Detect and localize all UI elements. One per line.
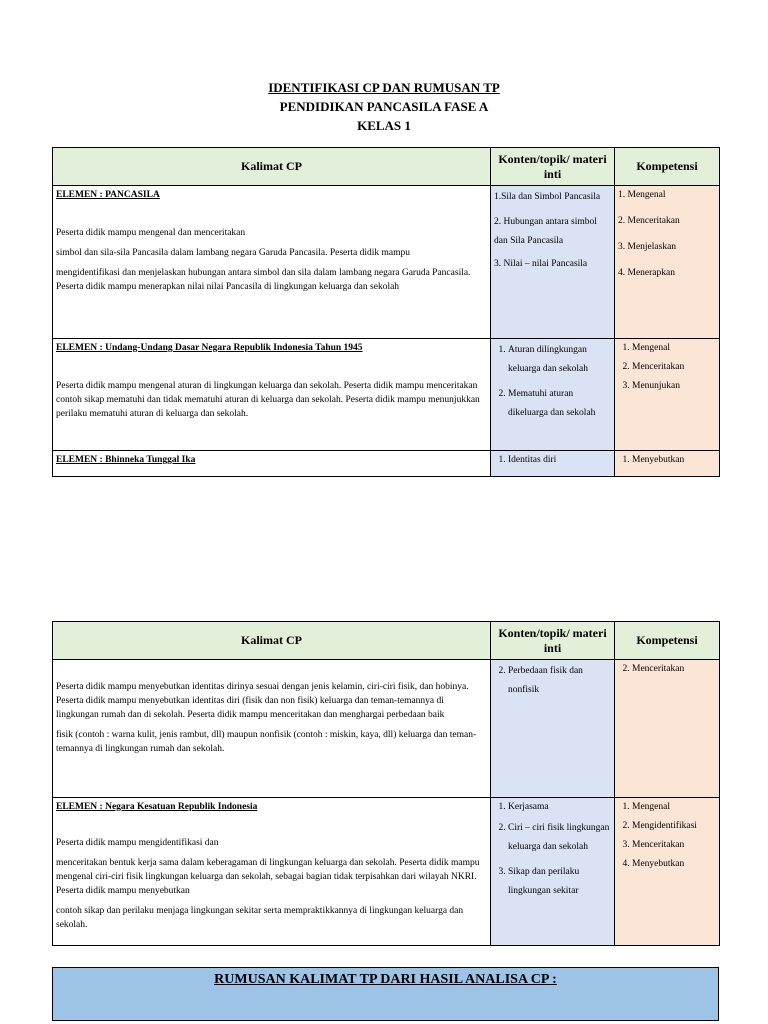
konten-cell [491,451,615,477]
document-header [0,78,768,135]
table-row [53,339,720,451]
kompetensi-item: 1. Mengenal [632,341,716,355]
kompetensi-cell [615,660,720,798]
tp-heading-text: RUMUSAN KALIMAT TP DARI HASIL ANALISA CP : [214,972,557,987]
konten-item: 3. Sikap dan perilaku lingkungan sekitar [508,863,611,901]
cp-paragraph: Peserta didik mampu mengenal aturan di lingkungan keluarga dan sekolah. Peserta didik mampu menceritakan contoh sikap mematuhi dan tidak mematuhi aturan di keluarga dan sekolah. Peserta didik mampu menunjukkan perilaku mematuhi aturan di keluarga dan sekolah. [56,381,480,419]
table-row [53,798,720,946]
elemen-heading: ELEMEN : Negara Kesatuan Republik Indonesia [56,802,258,812]
kompetensi-item: 1. Mengenal [618,190,666,200]
document-title: IDENTIFIKASI CP DAN RUMUSAN TP [268,80,500,95]
table-header-row [53,622,720,660]
cp-paragraph: Peserta didik mampu mengenal dan menceritakan [56,228,246,238]
kompetensi-item: 3. Menjelaskan [618,242,677,252]
document-subtitle: PENDIDIKAN PANCASILA FASE A [279,99,489,114]
kalimat-cell [53,798,491,946]
header-konten: Konten/topik/ materi inti [491,148,615,186]
konten-item: 3. Nilai – nilai Pancasila [494,259,588,269]
konten-item: 2. Perbedaan fisik dan nonfisik [508,662,611,700]
konten-item: 1. Aturan dilingkungan keluarga dan sekolah [508,341,611,379]
cp-paragraph: fisik (contoh : warna kulit, jenis rambut, dll) maupun nonfisik (contoh : miskin, kaya, dll) keluarga dan teman-temannya di lingkungan rumah dan sekolah. [56,730,477,754]
konten-item: 2. Mematuhi aturan dikeluarga dan sekolah [508,385,611,423]
konten-cell [491,339,615,451]
kompetensi-item: 1. Menyebutkan [632,453,716,467]
kompetensi-list [618,800,716,871]
kalimat-cell [53,186,491,339]
elemen-heading: ELEMEN : Undang-Undang Dasar Negara Republik Indonesia Tahun 1945 [56,343,363,353]
header-kompetensi: Kompetensi [615,148,720,186]
kompetensi-item: 4. Menerapkan [618,268,675,278]
kalimat-cell [53,451,491,477]
elemen-heading: ELEMEN : Bhinneka Tunggal Ika [56,455,196,465]
table-header-row [53,148,720,186]
kompetensi-item: 2. Menceritakan [618,216,680,226]
kalimat-cell [53,660,491,798]
table-row [53,660,720,798]
cp-table-2 [52,621,720,946]
konten-item: 1.Sila dan Simbol Pancasila [494,192,601,202]
kompetensi-cell [615,186,720,339]
cp-paragraph: menceritakan bentuk kerja sama dalam keberagaman di lingkungan keluarga dan sekolah. Peserta didik mampu mengenal ciri-ciri fisik lingkungan keluarga dan sekolah, sebagai bagian tidak terpisahkan dari wilayah NKRI. Peserta didik mampu menyebutkan [56,858,480,896]
kompetensi-item: 2. Menceritakan [632,662,716,676]
konten-item: 1. Identitas diri [508,453,611,467]
table-row [53,451,720,477]
tp-section-heading [52,967,719,1021]
header-kalimat-cp: Kalimat CP [53,622,491,660]
konten-list [494,662,611,700]
kalimat-cell [53,339,491,451]
header-kalimat-cp: Kalimat CP [53,148,491,186]
kompetensi-item: 1. Mengenal [632,800,716,814]
cp-paragraph: simbol dan sila-sila Pancasila dalam lambang negara Garuda Pancasila. Peserta didik mampu [56,248,411,258]
cp-paragraph: mengidentifikasi dan menjelaskan hubungan antara simbol dan sila dalam lambang negara Garuda Pancasila. Peserta didik mampu menerapkan nilai nilai Pancasila di lingkungan keluarga dan sekolah [56,268,471,292]
header-konten: Konten/topik/ materi inti [491,622,615,660]
konten-item: 2. Ciri – ciri fisik lingkungan keluarga dan sekolah [508,819,611,857]
kompetensi-cell [615,798,720,946]
kompetensi-item: 3. Menceritakan [632,838,716,852]
konten-list [494,453,611,467]
kompetensi-list [618,662,716,676]
kompetensi-item: 4. Menyebutkan [632,857,716,871]
cp-paragraph: Peserta didik mampu mengidentifikasi dan [56,838,219,848]
table-row [53,186,720,339]
kompetensi-cell [615,339,720,451]
cp-table-1 [52,147,720,477]
kompetensi-item: 2. Menceritakan [632,360,716,374]
kompetensi-list [618,341,716,393]
kompetensi-item: 3. Menunjukan [632,379,716,393]
elemen-heading: ELEMEN : PANCASILA [56,190,160,200]
konten-item: 2. Hubungan antara simbol dan Sila Pancasila [494,217,597,246]
header-kompetensi: Kompetensi [615,622,720,660]
konten-list [494,800,611,901]
konten-cell [491,660,615,798]
kompetensi-cell [615,451,720,477]
konten-cell [491,798,615,946]
cp-paragraph: Peserta didik mampu menyebutkan identitas dirinya sesuai dengan jenis kelamin, ciri-ciri fisik, dan hobinya. Peserta didik mampu menyebutkan identitas diri (fisik dan non fisik) keluarga dan teman-temannya di lingkungan rumah dan di sekolah. Peserta didik mampu menceritakan dan menghargai perbedaan baik [56,682,469,720]
konten-item: 1. Kerjasama [508,800,611,814]
konten-cell [491,186,615,339]
cp-paragraph: contoh sikap dan perilaku menjaga lingkungan sekitar serta mempraktikkannya di lingkungan keluarga dan sekolah. [56,906,464,930]
kompetensi-item: 2. Mengidentifikasi [632,819,716,833]
kompetensi-list [618,453,716,467]
konten-list [494,341,611,423]
document-grade: KELAS 1 [357,118,411,133]
